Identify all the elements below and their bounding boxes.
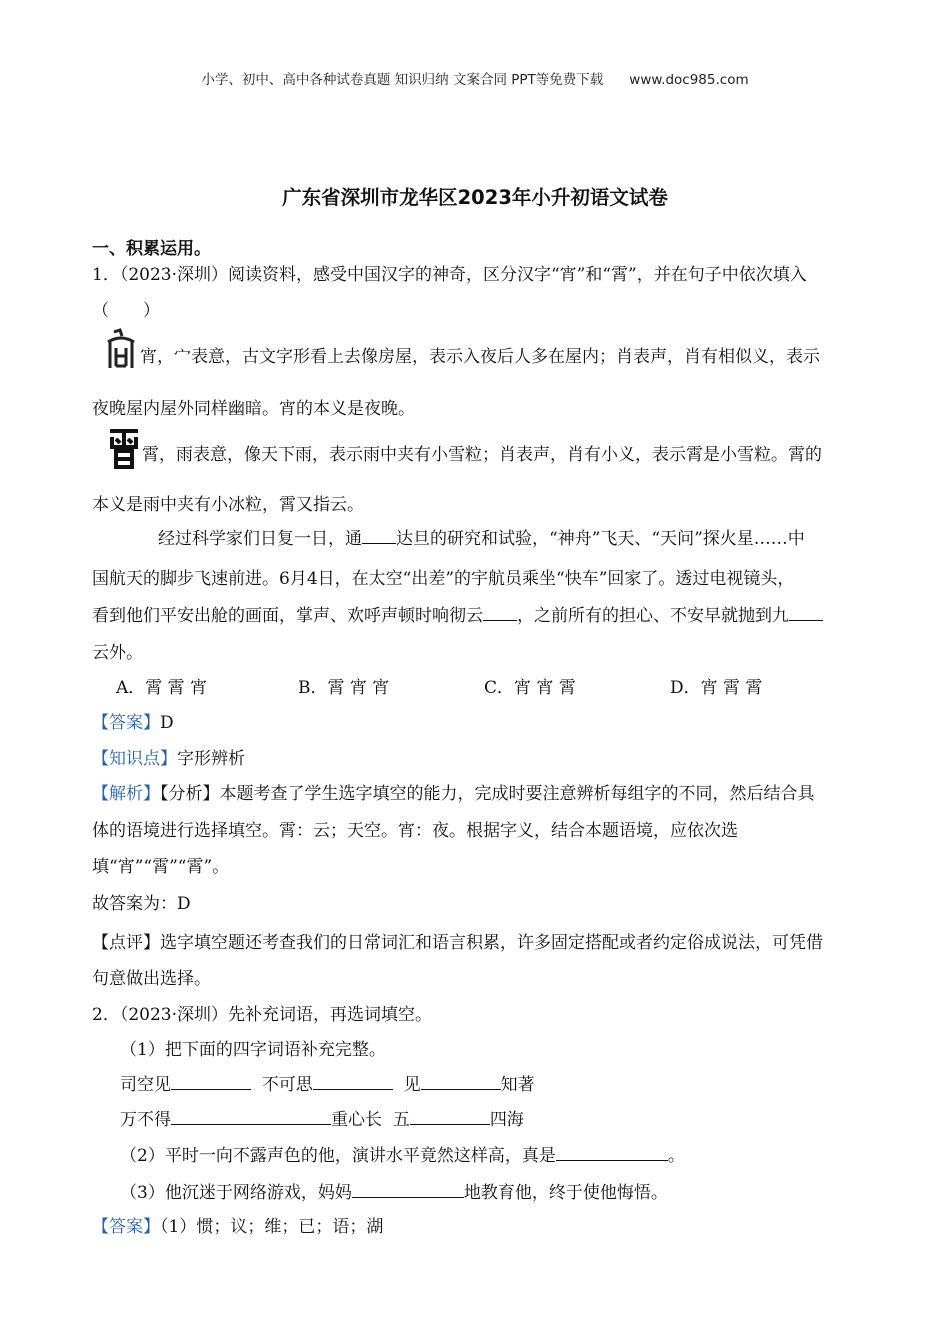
q2-words-row1 [120,1070,535,1095]
q2-words-row2 [120,1105,524,1130]
q1-comment-line1: 【点评】选字填空题还考查我们的日常词汇和语言积累，许多固定搭配或者约定俗成说法，可凭借 [92,933,823,953]
q2-sub3-text-a: （3）他沉迷于网络游戏，妈妈 [120,1183,352,1203]
q1-para3 [92,601,823,626]
q2-sub2 [120,1141,685,1166]
q1-para3-b: ，之前所有的担心、不安早就抛到九 [517,606,789,626]
q2-blank-3[interactable] [421,1072,501,1090]
blank-3[interactable] [789,603,823,621]
q2-blank-5[interactable] [410,1107,490,1125]
q1-stem: 1．（2023·深圳）阅读资料，感受中国汉字的神奇，区分汉字“宵”和“霄”，并在句子中依次填入 [92,265,807,285]
page-title: 广东省深圳市龙华区2023年小升初语文试卷 [282,186,668,209]
analysis-tag: 【解析】 [92,784,160,804]
q2-blank-7[interactable] [352,1180,464,1198]
answer-tag: 【答案】 [92,713,160,733]
q1-para1-a: 经过科学家们日复一日，通 [158,529,362,549]
q2-word-4: 万不得 [120,1110,171,1130]
q2-sub2-end: 。 [667,1146,685,1166]
q1-final: 故答案为：D [92,894,191,914]
q2-word-3-end: 知著 [500,1075,535,1095]
ancient-xiao-rain-glyph-icon [106,425,142,471]
q2-blank-4[interactable] [171,1107,331,1125]
q1-xiao1-line1: 宵，宀表意，古文字形看上去像房屋，表示入夜后人多在屋内；肖表声，肖有相似义，表示 [140,347,820,367]
q1-knowledge [92,744,245,769]
q2-word-6-end: 四海 [489,1110,524,1130]
q1-option-a[interactable]: A．霄 霄 宵 [116,678,208,698]
q2-blank-2[interactable] [313,1072,393,1090]
q2-word-5: 重心长 [331,1110,382,1130]
q1-analysis-line2: 体的语境进行选择填空。霄：云；天空。宵：夜。根据字义，结合本题语境，应依次选 [92,821,738,841]
q1-option-d[interactable]: D．宵 霄 霄 [670,678,763,698]
q2-blank-1[interactable] [171,1072,251,1090]
q1-paren: （ ） [92,301,160,321]
blank-1[interactable] [362,526,396,544]
q1-xiao1-line2: 夜晚屋内屋外同样幽暗。宵的本义是夜晚。 [92,399,415,419]
q2-sub1: （1）把下面的四字词语补充完整。 [120,1040,386,1060]
q2-answer [92,1212,383,1237]
ancient-xiao-glyph-icon [104,328,138,374]
analysis-text-1: 【分析】本题考查了学生选字填空的能力，完成时要注意辨析每组字的不同，然后结合具 [160,784,815,804]
q1-answer [92,708,174,733]
q1-analysis-line3: 填“宵”“霄”“霄”。 [92,857,230,877]
header-text: 小学、初中、高中各种试卷真题 知识归纳 文案合同 PPT等免费下载 [201,72,604,88]
page-header [0,68,950,88]
q1-para1 [158,524,805,549]
q1-comment-line2: 句意做出选择。 [92,969,211,989]
q2-sub2-text: （2）平时一向不露声色的他，演讲水平竟然这样高，真是 [120,1146,556,1166]
q2-sub3-text-b: 地教育他，终于使他悔悟。 [463,1183,668,1203]
q2-word-1: 司空见 [120,1075,171,1095]
q2-blank-6[interactable] [556,1143,668,1161]
q2-word-3: 见 [403,1075,421,1095]
answer-value: D [160,713,174,733]
q2-answer-value: （1）惯；议；维；已；语；湖 [160,1217,384,1237]
q1-para3-a: 看到他们平安出舱的画面，掌声、欢呼声顿时响彻云 [92,606,483,626]
q1-para1-b: 达旦的研究和试验，“神舟”飞天、“天问”探火星……中 [396,529,805,549]
q2-word-6: 五 [392,1110,410,1130]
blank-2[interactable] [483,603,517,621]
q2-word-2: 不可思 [261,1075,313,1095]
knowledge-tag: 【知识点】 [92,749,177,769]
q2-answer-tag: 【答案】 [92,1217,160,1237]
q1-para4: 云外。 [92,643,143,663]
section-heading: 一、积累运用。 [92,239,211,259]
q1-option-c[interactable]: C．宵 宵 霄 [484,678,576,698]
knowledge-value: 字形辨析 [177,749,245,769]
header-site[interactable]: www.doc985.com [629,72,749,88]
q2-stem: 2．（2023·深圳）先补充词语，再选词填空。 [92,1005,432,1025]
q2-sub3 [120,1178,668,1203]
q1-xiao2-line2: 本义是雨中夹有小冰粒，霄又指云。 [92,495,364,515]
q1-analysis-line1 [92,779,815,804]
q1-xiao2-line1: 霄，雨表意，像天下雨，表示雨中夹有小雪粒；肖表声，肖有小义，表示霄是小雪粒。霄的 [142,445,822,465]
q1-para2: 国航天的脚步飞速前进。6月4日，在太空“出差”的宇航员乘坐“快车”回家了。透过电视镜头， [92,569,795,589]
q1-option-b[interactable]: B．霄 宵 宵 [298,678,390,698]
